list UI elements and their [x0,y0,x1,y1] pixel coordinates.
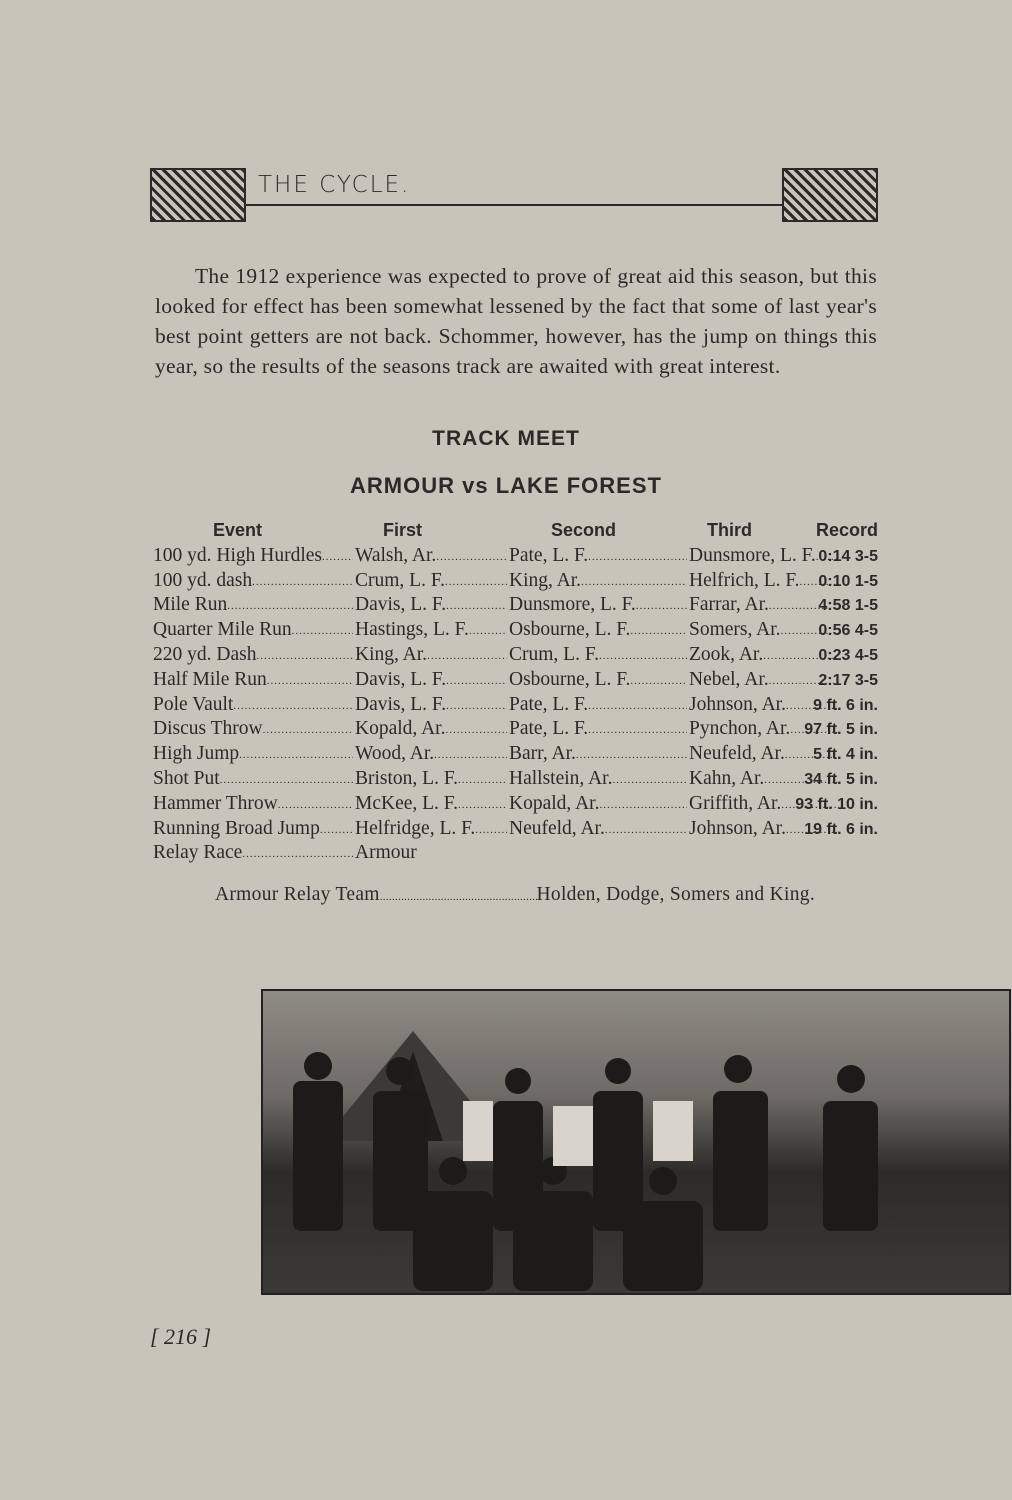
cell-text: Neufeld, Ar. [689,743,785,765]
dot-leader [576,743,687,765]
col-first: First [383,520,423,540]
second-place-cell [509,545,687,567]
cell-text: Barr, Ar. [509,743,576,765]
table-row [153,545,878,570]
first-place-cell [355,669,507,691]
second-place-cell [509,793,687,815]
publication-title: THE CYCLE. [258,172,411,198]
table-row [153,842,878,867]
cell-text: Crum, L. F. [355,569,445,591]
second-place-cell [509,644,687,666]
third-place-cell [689,619,839,641]
section-subheading: ARMOUR vs LAKE FOREST [350,473,662,498]
record-cell: 93 ft. 10 in. [795,795,878,813]
cell-text: Kopald, Ar. [355,718,446,740]
table-row [153,570,878,595]
event-cell [153,718,353,740]
record-cell: 34 ft. 5 in. [804,770,878,788]
dot-leader [612,768,687,790]
record-cell: 97 ft. 5 in. [804,721,878,739]
cell-text: High Jump [153,743,240,765]
table-row [153,793,878,818]
dot-leader [320,818,353,840]
table-row [153,718,878,743]
section-heading: TRACK MEET [432,427,580,450]
cell-text: Armour [355,842,417,864]
relay-team-line [215,884,815,906]
cell-text: Hallstein, Ar. [509,767,613,789]
dot-leader [267,669,353,691]
cell-text: Discus Throw [153,718,263,740]
dot-leader [588,718,687,740]
event-cell [153,743,353,765]
record-cell: 2:17 3-5 [818,671,878,689]
table-row [153,669,878,694]
table-row [153,594,878,619]
event-cell [153,842,353,864]
cell-text: Dunsmore, L. F. [689,544,816,566]
third-place-cell [689,644,839,666]
second-place-cell [509,669,687,691]
col-record: Record [815,520,878,540]
dot-leader [599,793,687,815]
dot-leader [252,570,353,592]
second-place-cell [509,570,687,592]
team-photograph [261,989,1011,1295]
second-place-cell [509,694,687,716]
event-cell [153,644,353,666]
dot-leader [427,644,507,666]
cell-text: Davis, L. F. [355,594,447,616]
table-row [153,644,878,669]
cell-text: King, Ar. [509,569,582,591]
dot-leader [263,718,353,740]
third-place-cell [689,594,839,616]
second-place-cell [509,743,687,765]
dot-leader [436,545,507,567]
dot-leader [605,818,687,840]
record-cell: 0:56 4-5 [818,622,878,640]
relay-team-members: Holden, Dodge, Somers and King. [536,884,815,905]
record-cell: 0:23 4-5 [818,646,878,664]
cell-text: 100 yd. High Hurdles [153,544,322,566]
cell-text: Relay Race [153,842,243,864]
record-cell: 0:14 3-5 [818,547,878,565]
results-table [153,520,878,867]
dot-leader [581,570,687,592]
dot-leader [239,743,353,765]
dot-leader [458,793,507,815]
first-place-cell [355,619,507,641]
first-place-cell [355,694,507,716]
cell-text: Farrar, Ar. [689,594,769,616]
dot-leader [469,619,507,641]
dot-leader [446,694,507,716]
relay-team-label: Armour Relay Team [215,884,380,905]
dot-leader [445,570,507,592]
first-place-cell [355,793,507,815]
col-third: Third [707,520,752,540]
cell-text: Davis, L. F. [355,668,447,690]
page-number: [ 216 ] [150,1324,212,1349]
dot-leader [233,694,353,716]
cell-text: Helfrich, L. F. [689,569,800,591]
cell-text: Briston, L. F. [355,767,458,789]
cell-text: Johnson, Ar. [689,693,786,715]
cell-text: Somers, Ar. [689,619,781,641]
cell-text: McKee, L. F. [355,792,458,814]
dot-leader [588,545,687,567]
dot-leader [599,644,687,666]
dot-leader [588,694,687,716]
event-cell [153,694,353,716]
third-place-cell [689,570,839,592]
intro-text: The 1912 experience was expected to prove of great aid this season, but this looked for effect has been somewhat lessened by the fact that some of last year's best point getters are not back. Schommer, however, has the jump on things this year, so the results of the seasons track are awaited with great interest. [155,264,877,378]
cell-text: 220 yd. Dash [153,643,257,665]
cell-text: Dunsmore, L. F. [509,594,636,616]
cell-text: Walsh, Ar. [355,544,437,566]
dot-leader [445,718,507,740]
dot-leader [278,793,353,815]
cell-text: Shot Put [153,767,220,789]
cell-text: Nebel, Ar. [689,668,769,690]
cell-text: Davis, L. F. [355,693,447,715]
dot-leader [256,644,353,666]
record-cell: 19 ft. 6 in. [804,820,878,838]
intro-paragraph [155,261,877,381]
dot-leader [434,743,507,765]
cell-text: Half Mile Run [153,668,267,690]
third-place-cell [689,669,839,691]
dot-leader [630,669,687,691]
photo-illustration [263,991,1009,1293]
page-header-banner [150,166,878,220]
record-cell: 9 ft. 6 in. [813,696,878,714]
cell-text: Kahn, Ar. [689,767,765,789]
third-place-cell [689,545,839,567]
cell-text: Neufeld, Ar. [509,817,605,839]
dot-leader [636,594,687,616]
cell-text: Helfridge, L. F. [355,817,476,839]
first-place-cell [355,718,507,740]
col-second: Second [551,520,617,540]
event-cell [153,594,353,616]
cell-text: Crum, L. F. [509,643,599,665]
record-cell: 4:58 1-5 [818,597,878,615]
cell-text: King, Ar. [355,643,428,665]
ornament-right [782,168,878,222]
cell-text: Pynchon, Ar. [689,718,791,740]
first-place-cell [355,768,507,790]
event-cell [153,545,353,567]
first-place-cell [355,644,507,666]
second-place-cell [509,818,687,840]
record-cell: 5 ft. 4 in. [813,746,878,764]
record-cell: 0:10 1-5 [818,572,878,590]
cell-text: Pate, L. F. [509,544,589,566]
dot-leader [446,594,507,616]
second-place-cell [509,594,687,616]
table-row [153,768,878,793]
cell-text: Pole Vault [153,693,234,715]
dot-leader [458,768,507,790]
table-row [153,619,878,644]
cell-text: Griffith, Ar. [689,792,782,814]
dot-leader [322,545,353,567]
first-place-cell [355,818,507,840]
cell-text: Hammer Throw [153,792,278,814]
cell-text: Osbourne, L. F. [509,668,631,690]
table-row [153,743,878,768]
dot-leader [446,669,507,691]
dot-leader [630,619,687,641]
dot-leader [292,619,353,641]
cell-text: Wood, Ar. [355,743,435,765]
cell-text: Pate, L. F. [509,693,589,715]
first-place-cell [355,594,507,616]
cell-text: Hastings, L. F. [355,619,469,641]
dot-leader [220,768,353,790]
cell-text: Running Broad Jump [153,817,320,839]
second-place-cell [509,718,687,740]
first-place-cell [355,743,507,765]
table-header [153,520,878,545]
dot-leader [475,818,507,840]
header-rule [245,204,783,206]
second-place-cell [509,619,687,641]
cell-text: Pate, L. F. [509,718,589,740]
second-place-cell [509,768,687,790]
event-cell [153,669,353,691]
event-cell [153,793,353,815]
cell-text: Zook, Ar. [689,643,764,665]
first-place-cell [355,545,507,567]
table-row [153,818,878,843]
table-row [153,694,878,719]
col-event: Event [213,520,263,540]
dot-leader [242,842,353,864]
first-place-cell [355,842,507,864]
cell-text: Johnson, Ar. [689,817,786,839]
cell-text: Osbourne, L. F. [509,619,631,641]
cell-text: 100 yd. dash [153,569,253,591]
dot-leader [380,884,537,906]
cell-text: Mile Run [153,594,228,616]
event-cell [153,570,353,592]
event-cell [153,768,353,790]
cell-text: Quarter Mile Run [153,619,292,641]
event-cell [153,619,353,641]
first-place-cell [355,570,507,592]
cell-text: Kopald, Ar. [509,792,600,814]
dot-leader [227,594,353,616]
ornament-left [150,168,246,222]
event-cell [153,818,353,840]
